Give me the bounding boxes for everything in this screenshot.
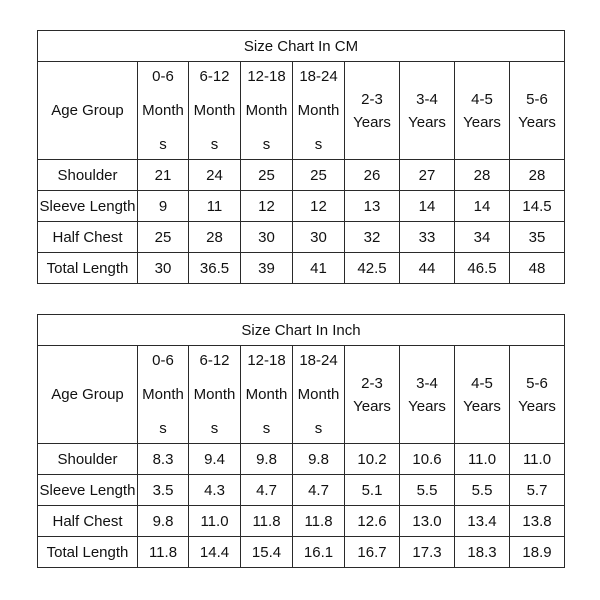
table-cell: 8.3 (138, 444, 189, 475)
table-cell: 12 (241, 191, 293, 222)
size-chart-inch-table (37, 314, 565, 568)
table-cell: 35 (510, 222, 565, 253)
table-cell: 13.8 (510, 506, 565, 537)
column-header-unit-suffix: s (314, 136, 323, 153)
table-cell: 46.5 (455, 253, 510, 284)
row-label: Half Chest (38, 222, 138, 253)
column-header-unit-suffix: s (210, 136, 219, 153)
table-cell: 9.4 (189, 444, 241, 475)
table-cell: 10.6 (400, 444, 455, 475)
table-row (38, 475, 565, 506)
age-group-header: Age Group (38, 62, 138, 160)
column-header (138, 62, 189, 160)
table-cell: 9.8 (241, 444, 293, 475)
table-cell: 9.8 (138, 506, 189, 537)
column-header-range: 6-12 (199, 68, 230, 85)
table-cell: 13.0 (400, 506, 455, 537)
column-header-unit-suffix: s (159, 420, 167, 437)
column-header (189, 346, 241, 444)
table-cell: 30 (138, 253, 189, 284)
column-header-unit: Years (408, 113, 446, 131)
column-header (455, 346, 510, 444)
table-cell: 30 (241, 222, 293, 253)
table-cell: 5.1 (345, 475, 400, 506)
table-cell: 14.5 (510, 191, 565, 222)
row-label: Sleeve Length (38, 475, 138, 506)
table-row (38, 191, 565, 222)
column-header-range: 5-6 (526, 374, 548, 392)
table-cell: 12 (293, 191, 345, 222)
column-header-range: 2-3 (361, 374, 383, 392)
title-row (38, 31, 565, 62)
column-header (189, 62, 241, 160)
table-cell: 13.4 (455, 506, 510, 537)
table-cell: 48 (510, 253, 565, 284)
table-cell: 3.5 (138, 475, 189, 506)
table-cell: 24 (189, 160, 241, 191)
column-header (455, 62, 510, 160)
table-cell: 4.3 (189, 475, 241, 506)
age-group-header: Age Group (38, 346, 138, 444)
table-cell: 34 (455, 222, 510, 253)
table-row (38, 444, 565, 475)
table-cell: 28 (189, 222, 241, 253)
row-label: Total Length (38, 537, 138, 568)
table-cell: 5.5 (400, 475, 455, 506)
table-cell: 42.5 (345, 253, 400, 284)
table-cell: 39 (241, 253, 293, 284)
table-row (38, 253, 565, 284)
table-cell: 36.5 (189, 253, 241, 284)
column-header-unit-suffix: s (262, 420, 271, 437)
column-header-unit: Month (142, 386, 184, 403)
table-row (38, 506, 565, 537)
column-header (293, 62, 345, 160)
table-cell: 11.8 (241, 506, 293, 537)
table-cell: 28 (455, 160, 510, 191)
table-cell: 11.8 (138, 537, 189, 568)
table-title: Size Chart In Inch (38, 315, 565, 346)
column-header-unit: Years (408, 397, 446, 415)
table-cell: 5.7 (510, 475, 565, 506)
title-row (38, 315, 565, 346)
column-header-unit: Years (518, 397, 556, 415)
column-header (241, 346, 293, 444)
table-row (38, 537, 565, 568)
column-header-unit: Years (463, 397, 501, 415)
table-cell: 14 (400, 191, 455, 222)
size-chart-cm-table (37, 30, 565, 284)
column-header-unit: Month (193, 386, 236, 403)
column-header-unit: Years (463, 113, 501, 131)
column-header-unit: Years (353, 397, 391, 415)
table-cell: 11 (189, 191, 241, 222)
column-header-range: 4-5 (471, 374, 493, 392)
table-cell: 26 (345, 160, 400, 191)
table-cell: 4.7 (241, 475, 293, 506)
column-header (510, 346, 565, 444)
table-cell: 11.0 (455, 444, 510, 475)
column-header-unit-suffix: s (159, 136, 167, 153)
column-header (345, 62, 400, 160)
column-header (400, 62, 455, 160)
table-cell: 16.1 (293, 537, 345, 568)
table-cell: 14 (455, 191, 510, 222)
table-cell: 18.9 (510, 537, 565, 568)
table-row (38, 222, 565, 253)
column-header-unit: Month (245, 102, 288, 119)
column-header-range: 6-12 (199, 352, 230, 369)
column-header (241, 62, 293, 160)
table-cell: 18.3 (455, 537, 510, 568)
table-cell: 14.4 (189, 537, 241, 568)
table-cell: 5.5 (455, 475, 510, 506)
column-header (400, 346, 455, 444)
column-header-unit: Years (353, 113, 391, 131)
column-header-unit-suffix: s (314, 420, 323, 437)
column-header-unit: Month (142, 102, 184, 119)
column-header-range: 2-3 (361, 90, 383, 108)
table-cell: 32 (345, 222, 400, 253)
column-header-range: 18-24 (299, 352, 338, 369)
row-label: Sleeve Length (38, 191, 138, 222)
table-cell: 17.3 (400, 537, 455, 568)
column-header-unit: Month (297, 102, 340, 119)
row-label: Shoulder (38, 444, 138, 475)
table-cell: 28 (510, 160, 565, 191)
column-header-range: 5-6 (526, 90, 548, 108)
column-header-range: 12-18 (247, 68, 286, 85)
table-cell: 25 (138, 222, 189, 253)
row-label: Half Chest (38, 506, 138, 537)
header-row (38, 346, 565, 444)
column-header-unit-suffix: s (210, 420, 219, 437)
table-cell: 13 (345, 191, 400, 222)
table-title: Size Chart In CM (38, 31, 565, 62)
column-header-range: 3-4 (416, 90, 438, 108)
column-header-unit-suffix: s (262, 136, 271, 153)
table-cell: 44 (400, 253, 455, 284)
table-cell: 10.2 (345, 444, 400, 475)
column-header-range: 18-24 (299, 68, 338, 85)
table-cell: 16.7 (345, 537, 400, 568)
row-label: Total Length (38, 253, 138, 284)
table-cell: 11.8 (293, 506, 345, 537)
table-cell: 11.0 (189, 506, 241, 537)
table-row (38, 160, 565, 191)
table-cell: 27 (400, 160, 455, 191)
header-row (38, 62, 565, 160)
table-cell: 41 (293, 253, 345, 284)
table-cell: 33 (400, 222, 455, 253)
column-header-unit: Years (518, 113, 556, 131)
table-cell: 9 (138, 191, 189, 222)
table-cell: 30 (293, 222, 345, 253)
table-cell: 25 (293, 160, 345, 191)
column-header-range: 4-5 (471, 90, 493, 108)
column-header (293, 346, 345, 444)
table-cell: 12.6 (345, 506, 400, 537)
column-header-range: 0-6 (152, 352, 174, 369)
column-header-range: 0-6 (152, 68, 174, 85)
column-header-unit: Month (245, 386, 288, 403)
column-header (510, 62, 565, 160)
column-header-range: 12-18 (247, 352, 286, 369)
table-cell: 4.7 (293, 475, 345, 506)
column-header (345, 346, 400, 444)
table-cell: 11.0 (510, 444, 565, 475)
column-header (138, 346, 189, 444)
column-header-unit: Month (297, 386, 340, 403)
table-cell: 21 (138, 160, 189, 191)
table-cell: 15.4 (241, 537, 293, 568)
table-cell: 9.8 (293, 444, 345, 475)
column-header-unit: Month (193, 102, 236, 119)
table-cell: 25 (241, 160, 293, 191)
row-label: Shoulder (38, 160, 138, 191)
column-header-range: 3-4 (416, 374, 438, 392)
